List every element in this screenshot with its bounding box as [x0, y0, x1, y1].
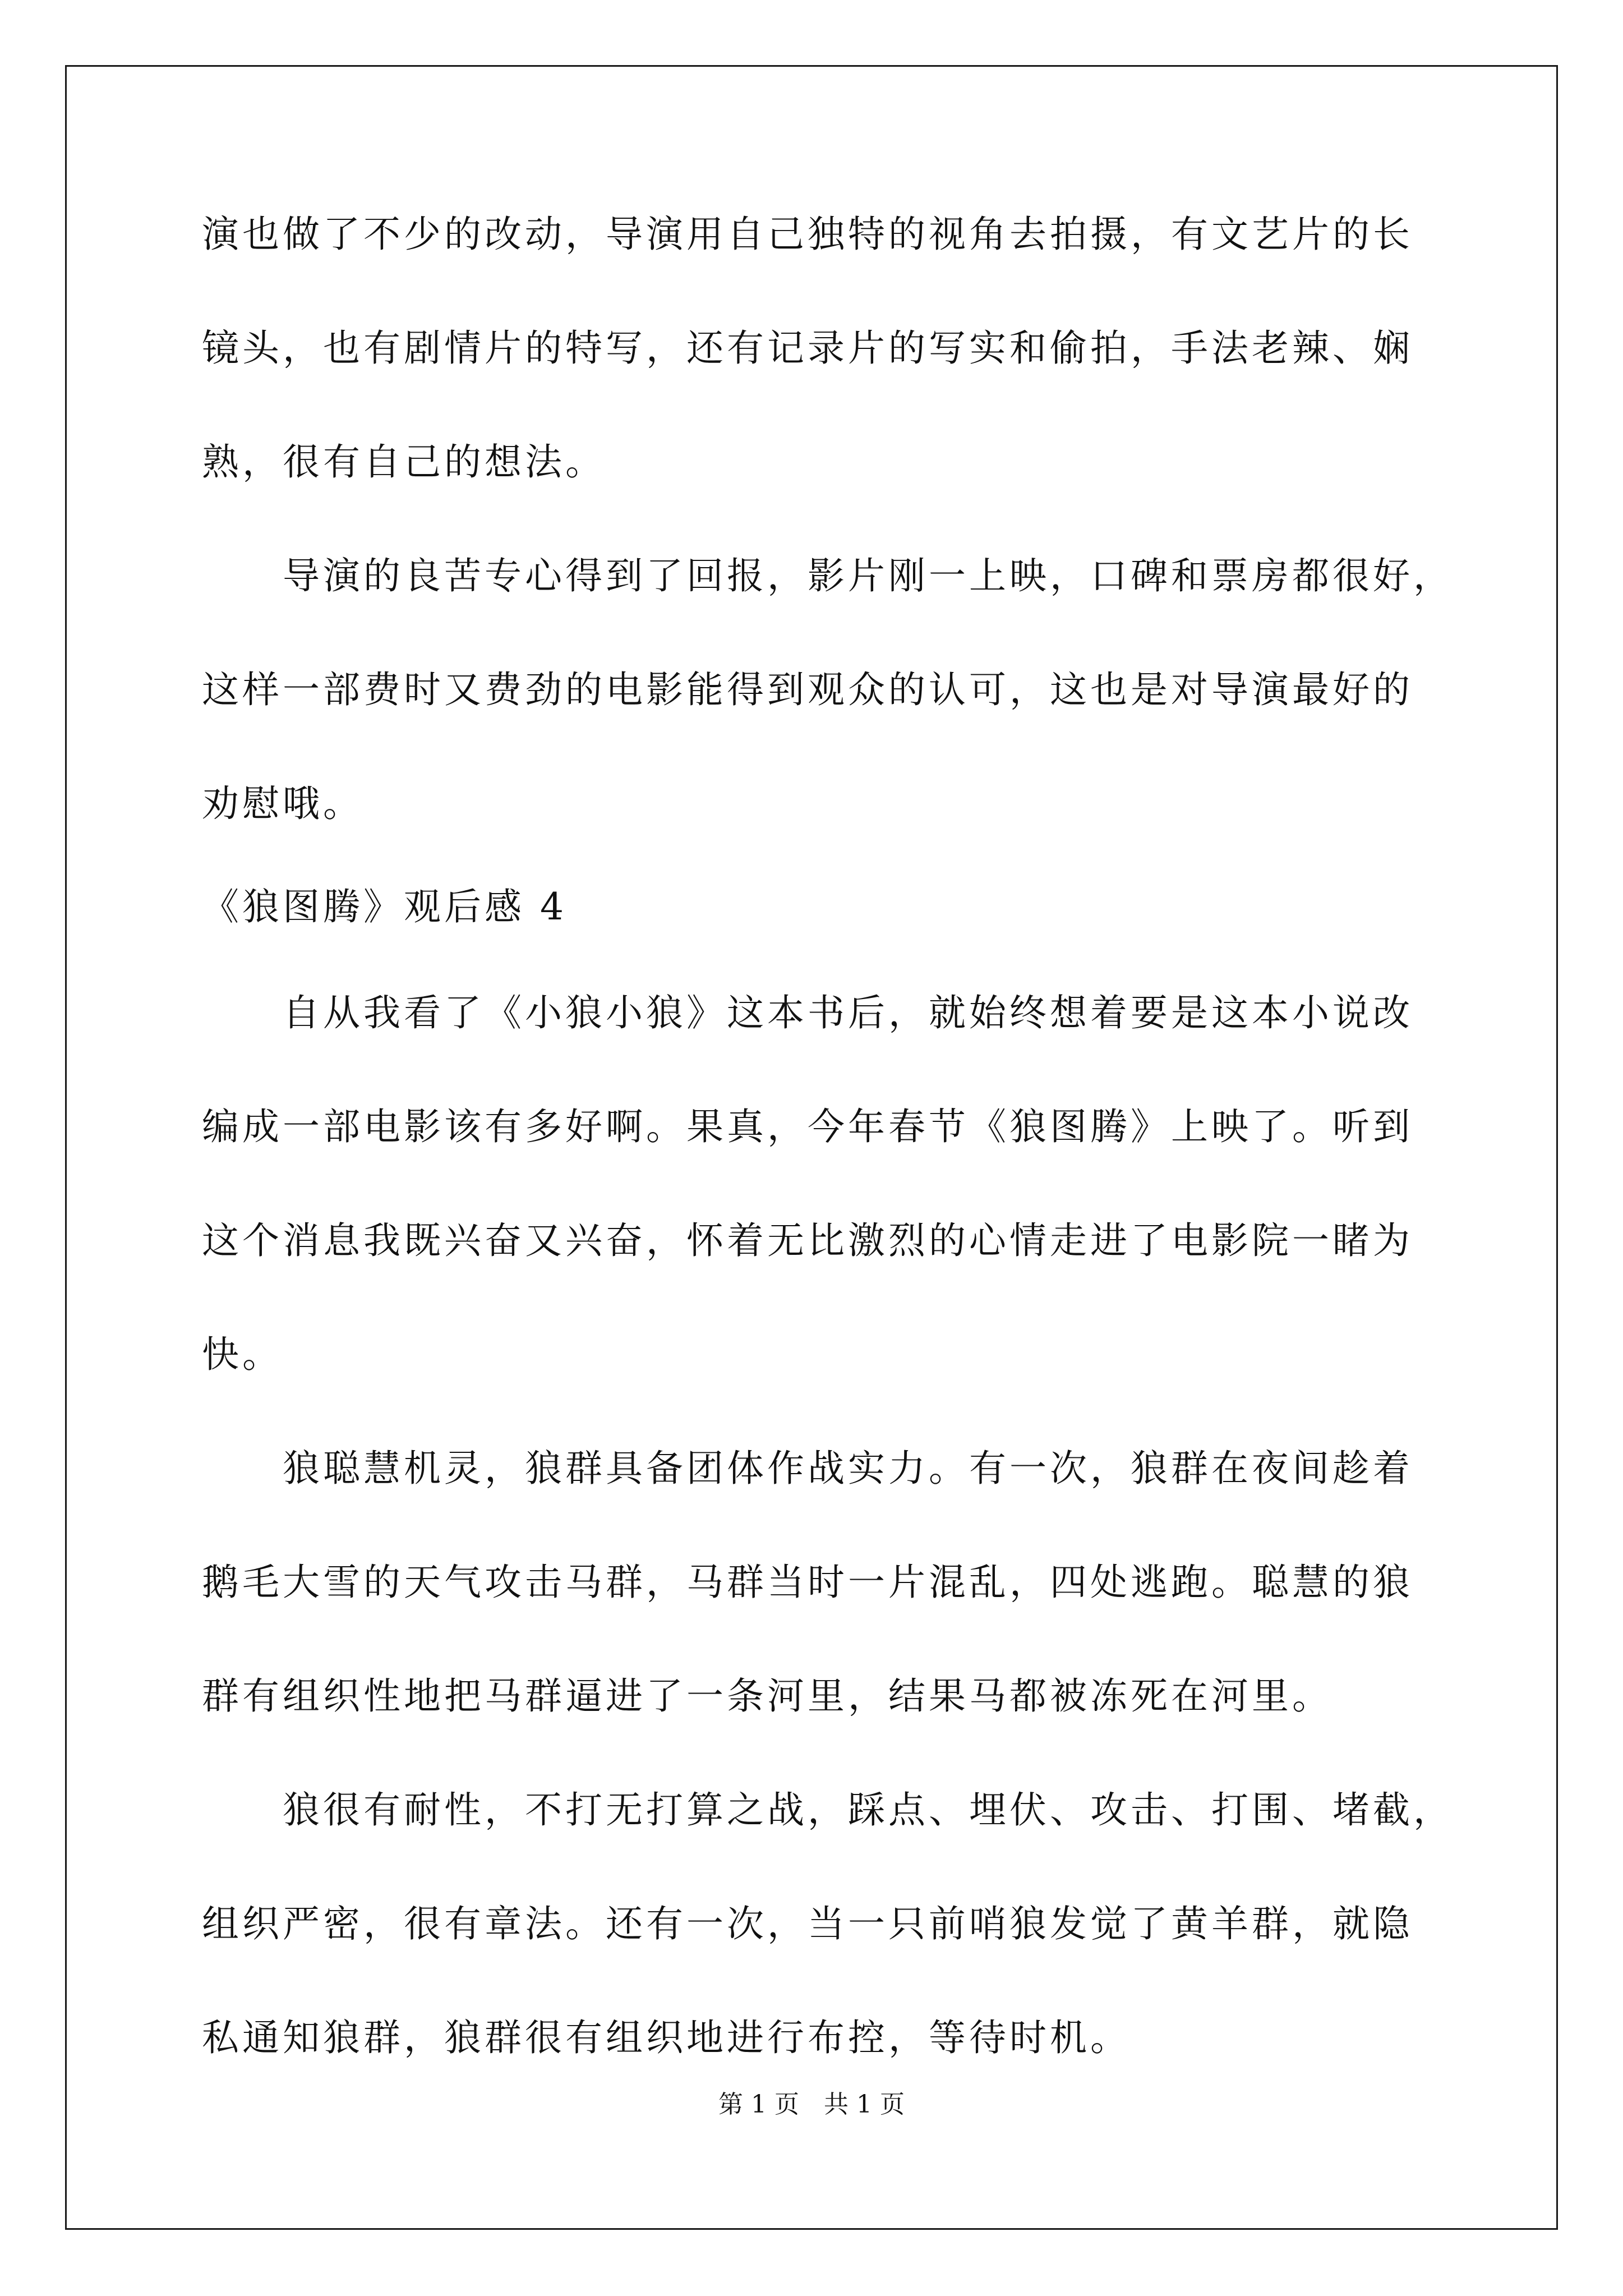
text-line: 演也做了不少的改动，导演用自己独特的视角去拍摄，有文艺片的长: [202, 213, 1413, 256]
text-line: 导演的良苦专心得到了回报，影片刚一上映，口碑和票房都很好，: [202, 554, 1454, 597]
text-line: 熟，很有自己的想法。: [202, 440, 606, 484]
text-line: 自从我看了《小狼小狼》这本书后，就始终想着要是这本小说改: [202, 991, 1413, 1034]
text-line: 劝慰哦。: [202, 782, 363, 825]
text-line: 镜头，也有剧情片的特写，还有记录片的写实和偷拍，手法老辣、娴: [202, 326, 1413, 370]
text-line: 这样一部费时又费劲的电影能得到观众的认可，这也是对导演最好的: [202, 668, 1413, 711]
text-line: 这个消息我既兴奋又兴奋，怀着无比激烈的心情走进了电影院一睹为: [202, 1219, 1413, 1262]
text-line: 私通知狼群，狼群很有组织地进行布控，等待时机。: [202, 2016, 1131, 2059]
text-line: 狼聪慧机灵，狼群具备团体作战实力。有一次，狼群在夜间趁着: [202, 1447, 1413, 1490]
text-line: 组织严密，很有章法。还有一次，当一只前哨狼发觉了黄羊群，就隐: [202, 1902, 1413, 1945]
section-heading: 《狼图腾》观后感 4: [202, 885, 567, 928]
text-line: 群有组织性地把马群逼进了一条河里，结果马都被冻死在河里。: [202, 1674, 1332, 1718]
page-footer: 第 1 页 共 1 页: [718, 2090, 905, 2119]
text-line: 快。: [202, 1333, 283, 1376]
text-line: 鹅毛大雪的天气攻击马群，马群当时一片混乱，四处逃跑。聪慧的狼: [202, 1561, 1413, 1604]
text-line: 狼很有耐性，不打无打算之战，踩点、埋伏、攻击、打围、堵截，: [202, 1788, 1454, 1832]
text-line: 编成一部电影该有多好啊。果真，今年春节《狼图腾》上映了。听到: [202, 1105, 1413, 1148]
